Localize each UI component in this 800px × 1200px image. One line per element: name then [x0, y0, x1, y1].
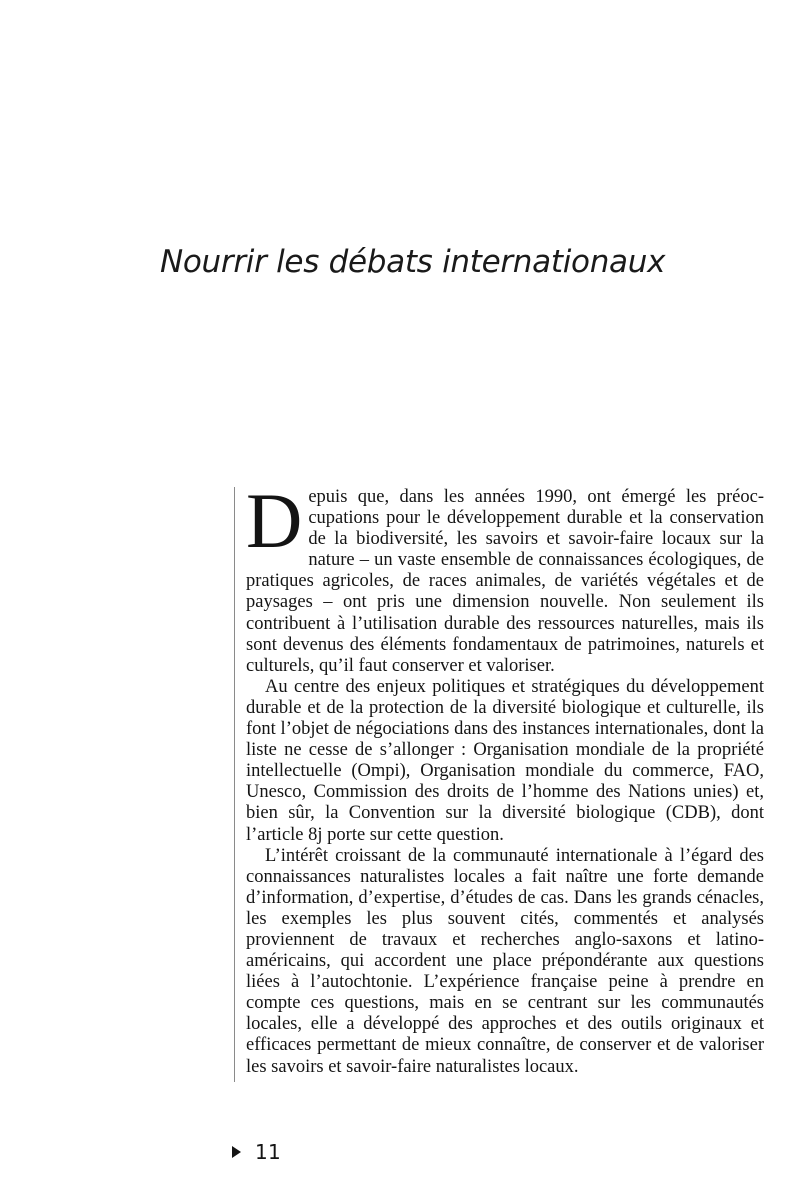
paragraph-intro: [246, 477, 764, 677]
right-triangle-icon: [232, 1146, 241, 1158]
page-footer: [232, 1140, 281, 1164]
paragraph-intro-text: epuis que, dans les années 1990, ont émergé les préoccupations pour le développement durable et la conservation de la biodiversité, les savoirs et savoir-faire locaux sur la nature – un vaste ensemble de connaissances écologiques, de pratiques agricoles, de races animales, de variétés végétales et de paysages – ont pris une dimension nouvelle. Non seulement ils contribuent à l’utilisation durable des ressources naturelles, mais ils sont devenus des éléments fondamentaux de patrimoines, naturels et culturels, qu’il faut conserver et valoriser.: [246, 487, 764, 676]
drop-cap: D: [246, 477, 303, 564]
chapter-title: Nourrir les débats internationaux: [160, 244, 666, 280]
body-text-column: [234, 477, 764, 1082]
page-number: 11: [255, 1140, 282, 1164]
paragraph-french-experience: L’intérêt croissant de la communauté internationale à l’égard des connaissances naturalistes locales a fait naître une forte demande d’information, d’expertise, d’études de cas. Dans les grands cénacles, les exemples les plus souvent cités, commentés et analysés proviennent de travaux et recherches anglo-saxons et latino-américains, qui accordent une place prépondérante aux questions liées à l’autochtonie. L’expérience française peine à prendre en compte ces questions, mais en se centrant sur les communautés locales, elle a développé des approches et des outils originaux et efficaces permettant de mieux connaître, de conserver et de valoriser les savoirs et savoir-faire naturalistes locaux.: [246, 845, 764, 1077]
paragraph-stakes: Au centre des enjeux politiques et stratégiques du développement durable et de la protection de la diversité biologique et culturelle, ils font l’objet de négociations dans des instances internationales, dont la liste ne cesse de s’allonger : Organisation mondiale de la propriété intellectuelle (Ompi), Organisation mondiale du commerce, FAO, Unesco, Commission des droits de l’homme des Nations unies) et, bien sûr, la Convention sur la diversité biologique (CDB), dont l’article 8j porte sur cette question.: [246, 676, 764, 845]
